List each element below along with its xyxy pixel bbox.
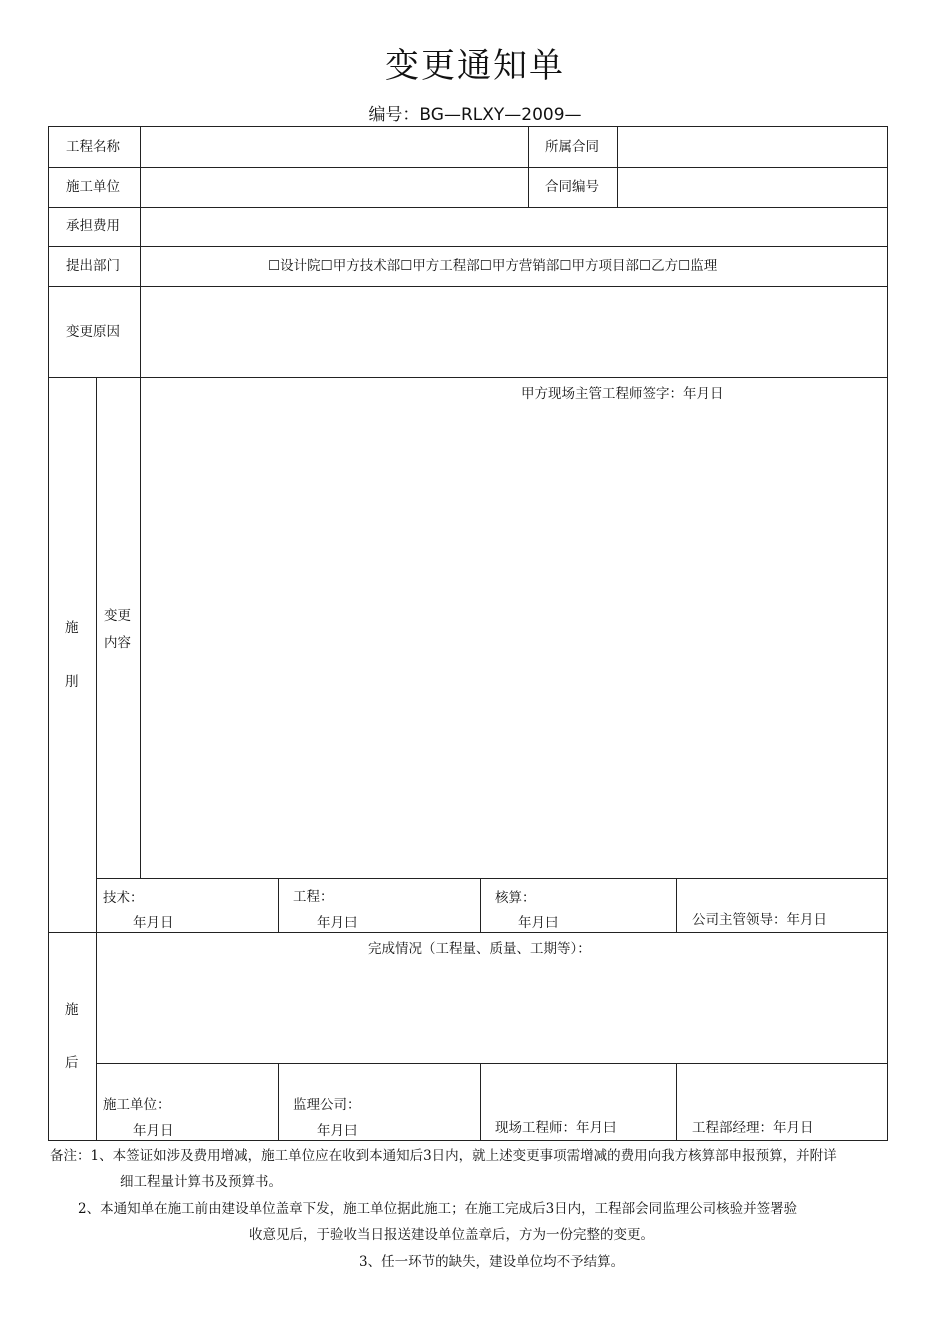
grid-line [48,1140,888,1141]
label-accounting: 核算： [495,890,536,906]
grid-line [96,377,97,1140]
note-1-line-2: 细工程量计算书及预算书。 [120,1174,282,1190]
label-supervision-company: 监理公司： [293,1097,361,1113]
label-before-char-1: 施 [65,620,79,636]
form-title: 变更通知单 [385,46,565,86]
grid-line [48,207,888,208]
label-sign-unit: 施工单位： [103,1097,171,1113]
grid-line [617,126,618,207]
leader-signature: 公司主管领导：年月日 [692,912,827,928]
label-cost-bearer: 承担费用 [66,218,120,234]
label-construction-unit: 施工单位 [66,179,120,195]
label-tech: 技术： [103,890,144,906]
dept-checkbox-options[interactable]: ☐设计院☐甲方技术部☐甲方工程部☐甲方营销部☐甲方项目部☐乙方☐监理 [268,258,718,274]
sign-unit-date: 年月日 [133,1123,174,1139]
label-project-name: 工程名称 [66,139,120,155]
grid-line [96,878,888,879]
note-1-line-1: 备注：1、本签证如涉及费用增减，施工单位应在收到本通知后3日内，就上述变更事项需增减的费用向我方核算部申报预算，并附详 [50,1148,837,1164]
grid-line [278,878,279,932]
grid-line [48,932,888,933]
grid-line [96,1063,888,1064]
accounting-date: 年月曰 [518,915,559,931]
grid-line [140,377,141,878]
engineering-date: 年月曰 [317,915,358,931]
manager-signature: 工程部经理：年月日 [692,1120,814,1136]
grid-line [48,126,888,127]
grid-line [48,126,49,1140]
label-contract: 所属合同 [545,139,599,155]
document-number: 编号：BG—RLXY—2009— [368,105,582,125]
grid-line [528,126,529,207]
tech-date: 年月日 [133,915,174,931]
label-content-line-2: 内容 [104,635,131,651]
grid-line [48,246,888,247]
label-proposing-dept: 提出部门 [66,258,120,274]
note-3: 3、任一环节的缺失，建设单位均不予结算。 [359,1254,625,1270]
completion-status-label: 完成情况（工程量、质量、工期等）： [368,941,591,957]
label-change-reason: 变更原因 [66,324,120,340]
grid-line [48,167,888,168]
engineer-signature-line: 甲方现场主管工程师签字：年月日 [521,386,724,402]
label-contract-no: 合同编号 [545,179,599,195]
supervision-date: 年月曰 [317,1123,358,1139]
label-engineering: 工程： [293,889,334,905]
grid-line [140,126,141,377]
label-after-char-2: 后 [65,1055,79,1071]
grid-line [480,1063,481,1140]
grid-line [676,878,677,932]
grid-line [48,377,888,378]
note-2-line-1: 2、本通知单在施工前由建设单位盖章下发，施工单位据此施工；在施工完成后3日内，工程部会同监理公司核验并签署验 [78,1201,798,1217]
grid-line [48,286,888,287]
site-engineer-signature: 现场工程师：年月曰 [495,1120,617,1136]
note-2-line-2: 收意见后，于验收当日报送建设单位盖章后，方为一份完整的变更。 [249,1227,654,1243]
label-before-char-2: 刖 [65,674,79,690]
grid-line [278,1063,279,1140]
grid-line [480,878,481,932]
label-content-line-1: 变更 [104,608,131,624]
grid-line [676,1063,677,1140]
grid-line [887,126,888,1140]
label-after-char-1: 施 [65,1002,79,1018]
